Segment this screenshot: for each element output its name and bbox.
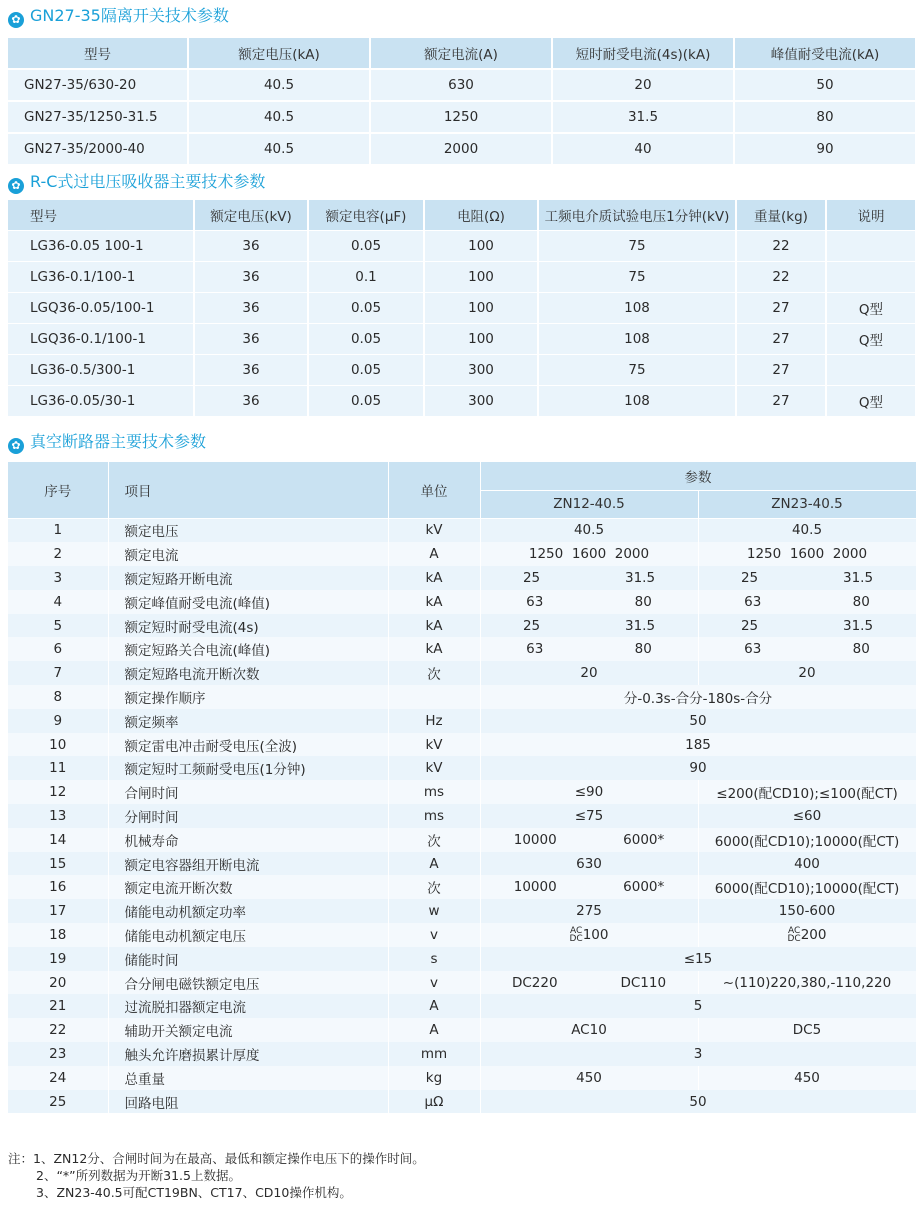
param-value: 6000* (623, 831, 665, 848)
param-value: 63 (744, 593, 762, 610)
param-value: ≤75 (574, 807, 604, 824)
param-cell (480, 637, 698, 661)
param-value: 10000 (513, 831, 557, 848)
row-item: 触头允许磨损累计厚度 (108, 1042, 388, 1066)
table-row (8, 590, 916, 614)
table-cell: Q型 (826, 386, 916, 417)
param-value: 630 (576, 855, 602, 872)
row-number: 1 (8, 518, 108, 542)
param-cell-merged: 185 (480, 733, 916, 757)
row-number: 13 (8, 804, 108, 828)
table-cell: LGQ36-0.1/100-1 (8, 324, 194, 355)
param-cell (480, 971, 698, 995)
rc-header-5: 重量(kg) (736, 200, 826, 231)
table-cell: 2000 (370, 133, 552, 165)
param-cell (698, 637, 916, 661)
header-no: 序号 (8, 462, 108, 518)
row-item: 额定电流开断次数 (108, 875, 388, 899)
header-params: 参数 (480, 462, 916, 490)
param-cell-merged: 分-0.3s-合分-180s-合分 (480, 685, 916, 709)
param-cell (698, 518, 916, 542)
param-value: DC220 (511, 974, 558, 991)
header-model-zn12: ZN12-40.5 (480, 490, 698, 518)
param-value: 80 (852, 593, 870, 610)
param-cell (698, 852, 916, 876)
vacuum-breaker-table (8, 462, 917, 1113)
row-unit (388, 685, 480, 709)
table-cell: 0.05 (308, 293, 424, 324)
row-unit: A (388, 542, 480, 566)
param-value: 20 (798, 665, 816, 682)
param-cell (480, 852, 698, 876)
row-unit: kV (388, 756, 480, 780)
table-row (8, 566, 916, 590)
table-cell: 27 (736, 293, 826, 324)
table-cell: 36 (194, 324, 308, 355)
param-cell (480, 614, 698, 638)
param-value: 40.5 (573, 522, 605, 539)
param-value: 25 (740, 617, 759, 634)
row-item: 额定电流 (108, 542, 388, 566)
param-cell (698, 590, 916, 614)
table-cell: 40.5 (188, 69, 370, 101)
param-cell (698, 923, 916, 947)
row-number: 6 (8, 637, 108, 661)
section-title-vacuum: ✿ 真空断路器主要技术参数 (8, 430, 206, 454)
param-value: ≤200(配CD10);≤100(配CT) (716, 786, 898, 803)
table-row (8, 899, 916, 923)
row-unit: Hz (388, 709, 480, 733)
row-item: 回路电阻 (108, 1090, 388, 1114)
table-row (8, 614, 916, 638)
table-cell: LG36-0.05/30-1 (8, 386, 194, 417)
row-number: 22 (8, 1018, 108, 1042)
rc-header-2: 额定电容(μF) (308, 200, 424, 231)
param-value: 10000 (513, 879, 557, 896)
gn27-header-0: 型号 (8, 38, 188, 69)
row-item: 额定操作顺序 (108, 685, 388, 709)
param-cell (480, 518, 698, 542)
row-unit: A (388, 994, 480, 1018)
table-row (8, 231, 916, 262)
table-cell: 27 (736, 386, 826, 417)
table-cell: 0.05 (308, 386, 424, 417)
gn27-table (8, 38, 917, 166)
table-cell: 40.5 (188, 133, 370, 165)
note-3: 3、ZN23-40.5可配CT19BN、CT17、CD10操作机构。 (36, 1185, 352, 1200)
acdc-value: AC DC200 (787, 925, 827, 944)
row-item: 额定峰值耐受电流(峰值) (108, 590, 388, 614)
row-item: 储能时间 (108, 947, 388, 971)
gn27-header-2: 额定电流(A) (370, 38, 552, 69)
table-cell: 108 (538, 324, 736, 355)
row-unit: μΩ (388, 1090, 480, 1114)
table-row (8, 661, 916, 685)
gn27-header-3: 短时耐受电流(4s)(kA) (552, 38, 734, 69)
param-value: 275 (576, 903, 602, 920)
row-number: 18 (8, 923, 108, 947)
rc-absorber-table (8, 200, 917, 417)
row-number: 10 (8, 733, 108, 757)
param-value: 31.5 (843, 569, 874, 586)
row-item: 过流脱扣器额定电流 (108, 994, 388, 1018)
row-item: 储能电动机额定电压 (108, 923, 388, 947)
table-cell: 36 (194, 355, 308, 386)
table-cell: 90 (734, 133, 916, 165)
table-cell: 75 (538, 231, 736, 262)
table-cell: 80 (734, 101, 916, 133)
row-item: 额定短时工频耐受电压(1分钟) (108, 756, 388, 780)
param-value: 25 (740, 569, 759, 586)
row-unit: A (388, 852, 480, 876)
row-number: 20 (8, 971, 108, 995)
rc-header-3: 电阻(Ω) (424, 200, 538, 231)
param-value: 6000(配CD10);10000(配CT) (714, 881, 900, 898)
table-cell: 1250 (370, 101, 552, 133)
row-item: 额定短时耐受电流(4s) (108, 614, 388, 638)
row-unit: ms (388, 780, 480, 804)
table-row (8, 637, 916, 661)
rc-header-0: 型号 (8, 200, 194, 231)
param-cell (480, 590, 698, 614)
table-row (8, 518, 916, 542)
param-cell (480, 661, 698, 685)
footnotes (8, 1150, 425, 1201)
row-number: 7 (8, 661, 108, 685)
table-cell: 0.05 (308, 231, 424, 262)
table-row (8, 756, 916, 780)
table-cell: 36 (194, 262, 308, 293)
param-cell (480, 542, 698, 566)
row-unit: v (388, 923, 480, 947)
table-cell: 27 (736, 355, 826, 386)
table-row (8, 1018, 916, 1042)
table-cell (826, 355, 916, 386)
table-cell: 20 (552, 69, 734, 101)
param-cell (698, 828, 916, 852)
row-unit: 次 (388, 828, 480, 852)
table-cell: GN27-35/2000-40 (8, 133, 188, 165)
gn27-header-1: 额定电压(kA) (188, 38, 370, 69)
row-number: 11 (8, 756, 108, 780)
row-unit: kA (388, 637, 480, 661)
rc-header-1: 额定电压(kV) (194, 200, 308, 231)
row-unit: s (388, 947, 480, 971)
rc-header-4: 工频电介质试验电压1分钟(kV) (538, 200, 736, 231)
gn27-header-4: 峰值耐受电流(kA) (734, 38, 916, 69)
param-value: 63 (744, 641, 762, 658)
row-number: 3 (8, 566, 108, 590)
acdc-label: AC DC (787, 925, 801, 944)
param-cell (698, 542, 916, 566)
param-value: 31.5 (625, 617, 656, 634)
table-cell: GN27-35/630-20 (8, 69, 188, 101)
row-unit: 次 (388, 661, 480, 685)
table-cell: 108 (538, 293, 736, 324)
param-cell (480, 804, 698, 828)
rc-header-6: 说明 (826, 200, 916, 231)
header-unit: 单位 (388, 462, 480, 518)
table-cell (826, 231, 916, 262)
row-unit: A (388, 1018, 480, 1042)
table-cell: LG36-0.1/100-1 (8, 262, 194, 293)
param-value: 1250 1600 2000 (528, 546, 650, 563)
row-number: 5 (8, 614, 108, 638)
row-number: 25 (8, 1090, 108, 1114)
table-row (8, 324, 916, 355)
param-value: AC10 (571, 1022, 607, 1039)
table-cell: 22 (736, 231, 826, 262)
row-number: 12 (8, 780, 108, 804)
param-value: 25 (522, 617, 541, 634)
param-cell (480, 566, 698, 590)
table-row (8, 923, 916, 947)
table-row (8, 852, 916, 876)
table-cell: Q型 (826, 293, 916, 324)
table-cell: 300 (424, 355, 538, 386)
table-row (8, 685, 916, 709)
param-cell (698, 804, 916, 828)
param-value: 40.5 (791, 522, 823, 539)
table-cell: 100 (424, 293, 538, 324)
star-circle-icon: ✿ (8, 178, 24, 194)
row-item: 额定电容器组开断电流 (108, 852, 388, 876)
star-circle-icon: ✿ (8, 12, 24, 28)
table-cell: 0.1 (308, 262, 424, 293)
param-value: 400 (794, 855, 820, 872)
row-item: 额定短路电流开断次数 (108, 661, 388, 685)
param-value: 63 (526, 641, 544, 658)
table-cell: Q型 (826, 324, 916, 355)
table-row (8, 133, 916, 165)
table-cell: 27 (736, 324, 826, 355)
table-cell: 108 (538, 386, 736, 417)
param-value: 80 (634, 593, 652, 610)
table-cell: 36 (194, 293, 308, 324)
row-item: 额定短路关合电流(峰值) (108, 637, 388, 661)
table-row (8, 780, 916, 804)
row-number: 2 (8, 542, 108, 566)
table-row (8, 1090, 916, 1114)
table-row (8, 733, 916, 757)
header-item: 项目 (108, 462, 388, 518)
table-cell: 40 (552, 133, 734, 165)
note-1: 注：1、ZN12分、合闸时间为在最高、最低和额定操作电压下的操作时间。 (8, 1151, 425, 1166)
param-value: 450 (576, 1069, 602, 1086)
table-row (8, 971, 916, 995)
param-cell (698, 780, 916, 804)
row-unit: kV (388, 733, 480, 757)
star-circle-icon: ✿ (8, 438, 24, 454)
table-row (8, 875, 916, 899)
param-value: ~(110)220,380,-110,220 (722, 974, 892, 991)
row-number: 21 (8, 994, 108, 1018)
param-value: 450 (794, 1069, 820, 1086)
table-row (8, 386, 916, 417)
table-cell: 22 (736, 262, 826, 293)
row-item: 储能电动机额定功率 (108, 899, 388, 923)
param-value: 150-600 (778, 903, 836, 920)
row-item: 辅助开关额定电流 (108, 1018, 388, 1042)
row-number: 16 (8, 875, 108, 899)
param-value: 80 (634, 641, 652, 658)
param-cell (480, 828, 698, 852)
table-row (8, 804, 916, 828)
row-unit: mm (388, 1042, 480, 1066)
param-cell-merged: 50 (480, 1090, 916, 1114)
table-cell (826, 262, 916, 293)
row-item: 合闸时间 (108, 780, 388, 804)
param-value: 80 (852, 641, 870, 658)
table-cell: 75 (538, 355, 736, 386)
table-cell: LG36-0.05 100-1 (8, 231, 194, 262)
row-number: 24 (8, 1066, 108, 1090)
table-row (8, 947, 916, 971)
table-cell: 31.5 (552, 101, 734, 133)
table-row (8, 828, 916, 852)
row-item: 分闸时间 (108, 804, 388, 828)
param-cell (480, 899, 698, 923)
table-cell: 0.05 (308, 324, 424, 355)
row-unit: kA (388, 566, 480, 590)
table-cell: 0.05 (308, 355, 424, 386)
param-value: 31.5 (625, 569, 656, 586)
param-value: DC110 (620, 974, 667, 991)
table-cell: 40.5 (188, 101, 370, 133)
param-cell (480, 1066, 698, 1090)
table-row (8, 293, 916, 324)
param-cell (698, 566, 916, 590)
param-value: 1250 1600 2000 (746, 546, 868, 563)
param-value: DC5 (792, 1022, 822, 1039)
param-cell-merged: 3 (480, 1042, 916, 1066)
table-cell: 100 (424, 262, 538, 293)
table-cell: LG36-0.5/300-1 (8, 355, 194, 386)
param-value: 25 (522, 569, 541, 586)
section-title-rc: ✿ R-C式过电压吸收器主要技术参数 (8, 170, 265, 194)
row-item: 机械寿命 (108, 828, 388, 852)
table-row (8, 1042, 916, 1066)
param-cell-merged: 90 (480, 756, 916, 780)
table-row (8, 69, 916, 101)
acdc-label: AC DC (569, 925, 583, 944)
table-cell: 36 (194, 386, 308, 417)
row-item: 额定雷电冲击耐受电压(全波) (108, 733, 388, 757)
row-number: 14 (8, 828, 108, 852)
row-number: 8 (8, 685, 108, 709)
row-item: 额定电压 (108, 518, 388, 542)
param-value: 6000* (623, 879, 665, 896)
param-cell (698, 1066, 916, 1090)
row-number: 15 (8, 852, 108, 876)
row-unit: kV (388, 518, 480, 542)
row-unit: v (388, 971, 480, 995)
param-value: 63 (526, 593, 544, 610)
table-cell: 630 (370, 69, 552, 101)
param-value: 6000(配CD10);10000(配CT) (714, 833, 900, 850)
row-unit: ms (388, 804, 480, 828)
header-model-zn23: ZN23-40.5 (698, 490, 916, 518)
row-number: 23 (8, 1042, 108, 1066)
param-cell (480, 923, 698, 947)
row-unit: kA (388, 590, 480, 614)
row-number: 4 (8, 590, 108, 614)
param-cell (698, 971, 916, 995)
row-unit: 次 (388, 875, 480, 899)
table-cell: 75 (538, 262, 736, 293)
param-cell (480, 1018, 698, 1042)
table-cell: GN27-35/1250-31.5 (8, 101, 188, 133)
table-row (8, 542, 916, 566)
table-cell: 300 (424, 386, 538, 417)
table-cell: 100 (424, 324, 538, 355)
param-cell (480, 780, 698, 804)
param-value: 20 (580, 665, 598, 682)
param-cell (698, 614, 916, 638)
row-number: 17 (8, 899, 108, 923)
row-number: 19 (8, 947, 108, 971)
row-item: 额定频率 (108, 709, 388, 733)
table-row (8, 709, 916, 733)
row-item: 合分闸电磁铁额定电压 (108, 971, 388, 995)
table-row (8, 101, 916, 133)
param-value: ≤60 (792, 807, 822, 824)
table-row (8, 355, 916, 386)
param-value: 31.5 (843, 617, 874, 634)
table-row (8, 262, 916, 293)
table-cell: 50 (734, 69, 916, 101)
row-unit: kg (388, 1066, 480, 1090)
section-title-gn27: ✿ GN27-35隔离开关技术参数 (8, 4, 229, 28)
param-cell (698, 899, 916, 923)
param-value: ≤90 (574, 784, 604, 801)
row-item: 总重量 (108, 1066, 388, 1090)
table-cell: 36 (194, 231, 308, 262)
row-item: 额定短路开断电流 (108, 566, 388, 590)
table-cell: 100 (424, 231, 538, 262)
row-unit: kA (388, 614, 480, 638)
row-number: 9 (8, 709, 108, 733)
param-cell-merged: 5 (480, 994, 916, 1018)
param-cell-merged: ≤15 (480, 947, 916, 971)
row-unit: w (388, 899, 480, 923)
acdc-value: AC DC100 (569, 925, 609, 944)
param-cell-merged: 50 (480, 709, 916, 733)
param-cell (480, 875, 698, 899)
param-cell (698, 661, 916, 685)
note-2: 2、“*”所列数据为开断31.5上数据。 (36, 1168, 241, 1183)
table-row (8, 994, 916, 1018)
table-cell: LGQ36-0.05/100-1 (8, 293, 194, 324)
param-cell (698, 875, 916, 899)
table-row (8, 1066, 916, 1090)
param-cell (698, 1018, 916, 1042)
